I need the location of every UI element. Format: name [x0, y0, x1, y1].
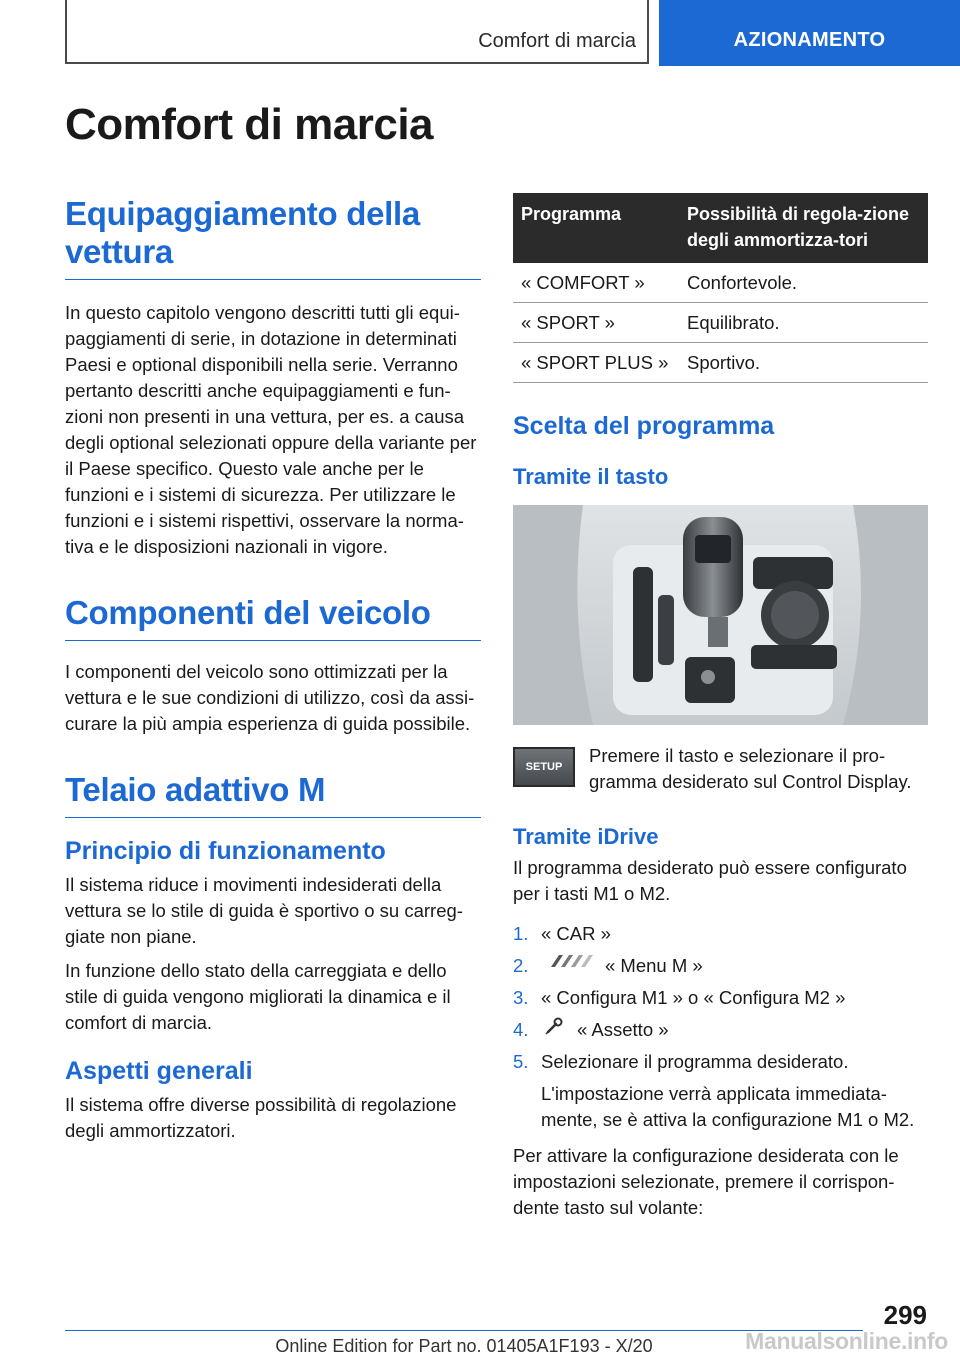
step-number: 4.: [513, 1019, 529, 1040]
table-cell-setting: Equilibrato.: [679, 303, 928, 343]
center-console-photo: [513, 505, 928, 725]
chassis-heading: Telaio adattivo M: [65, 771, 481, 818]
list-item: [513, 921, 928, 947]
step-number: 5.: [513, 1051, 529, 1072]
footer-edition: Online Edition for Part no. 01405A1F193 - X/20: [275, 1336, 653, 1356]
page-number: 299: [883, 1300, 927, 1330]
via-idrive-heading: Tramite iDrive: [513, 824, 659, 849]
left-column: [65, 195, 481, 1144]
list-item: [513, 1049, 928, 1075]
footer-divider: [65, 1330, 863, 1331]
step-text: « Menu M »: [605, 955, 703, 976]
list-item: [513, 1017, 928, 1043]
via-button-heading: Tramite il tasto: [513, 464, 669, 489]
step-number: 2.: [513, 955, 529, 976]
principle-text-1: Il sistema riduce i movimenti indesiderati della vettura se lo stile di guida è sportivo o su carreg-giate non piane.: [65, 874, 463, 947]
table-cell-program: « COMFORT »: [513, 263, 679, 303]
table-cell-setting: Sportivo.: [679, 343, 928, 383]
list-item: [513, 953, 928, 979]
table-cell-program: « SPORT PLUS »: [513, 343, 679, 383]
step-text: Selezionare il programma desiderato.: [541, 1051, 849, 1072]
program-selection-heading: Scelta del programma: [513, 412, 775, 440]
table-header-program: Programma: [513, 193, 679, 263]
principle-heading: Principio di funzionamento: [65, 837, 386, 865]
step-number: 1.: [513, 923, 529, 944]
page-title: Comfort di marcia: [65, 100, 434, 149]
watermark: Manualsonline.info: [745, 1328, 948, 1354]
suspension-icon: [545, 1017, 565, 1035]
setup-button[interactable]: SETUP: [513, 747, 575, 787]
equipment-heading: Equipaggiamento della vettura: [65, 195, 481, 280]
step-text: « Assetto »: [577, 1019, 669, 1040]
principle-text-2: In funzione dello stato della carreggiata e dello stile di guida vengono migliorati la dinamica e il comfort di marcia.: [65, 960, 451, 1033]
setup-text: Premere il tasto e selezionare il pro-gramma desiderato sul Control Display.: [589, 745, 912, 792]
table-cell-setting: Confortevole.: [679, 263, 928, 303]
table-row: [513, 263, 928, 303]
program-table: [513, 193, 928, 383]
components-text: I componenti del veicolo sono ottimizzati per la vettura e le sue condizioni di utilizzo, così da assi-curare la più ampia esperienza di guida possibile.: [65, 661, 475, 734]
header-section-title: Comfort di marcia: [478, 30, 636, 52]
final-text: Per attivare la configurazione desiderata con le impostazioni selezionate, premere il corrispon-dente tasto sul volante:: [513, 1145, 899, 1218]
idrive-text: Il programma desiderato può essere configurato per i tasti M1 o M2.: [513, 857, 907, 904]
general-heading: Aspetti generali: [65, 1057, 253, 1085]
table-row: [513, 303, 928, 343]
equipment-text: In questo capitolo vengono descritti tutti gli equi-paggiamenti di serie, in dotazione in determinati Paesi e optional disponibili nella serie. Verranno pertanto descritti anche equipaggiamenti e fun-zioni non presenti in una vettura, per es. a causa degli optional selezionati oppure della variante per il Paese specifico. Questo vale anche per le funzioni e i sistemi di sicurezza. Per utilizzare le funzioni e i sistemi rispettivi, osservare la norma-tiva e le disposizioni nazionali in vigore.: [65, 302, 477, 557]
steps-list: [513, 921, 928, 1075]
components-heading: Componenti del veicolo: [65, 594, 481, 641]
right-column: [513, 193, 928, 1221]
step5-note: L'impostazione verrà applicata immediata-mente, se è attiva la configurazione M1 o M2.: [541, 1083, 915, 1130]
step-text: « Configura M1 » o « Configura M2 »: [541, 987, 846, 1008]
step-text: « CAR »: [541, 923, 611, 944]
table-row: [513, 343, 928, 383]
chapter-tab[interactable]: AZIONAMENTO: [659, 0, 960, 66]
list-item: [513, 985, 928, 1011]
step-number: 3.: [513, 987, 529, 1008]
m-menu-icon: [549, 953, 595, 969]
table-cell-program: « SPORT »: [513, 303, 679, 343]
table-header-damper: Possibilità di regola-zione degli ammortizza-tori: [679, 193, 928, 263]
setup-instruction: [513, 743, 928, 795]
general-text: Il sistema offre diverse possibilità di regolazione degli ammortizzatori.: [65, 1094, 457, 1141]
